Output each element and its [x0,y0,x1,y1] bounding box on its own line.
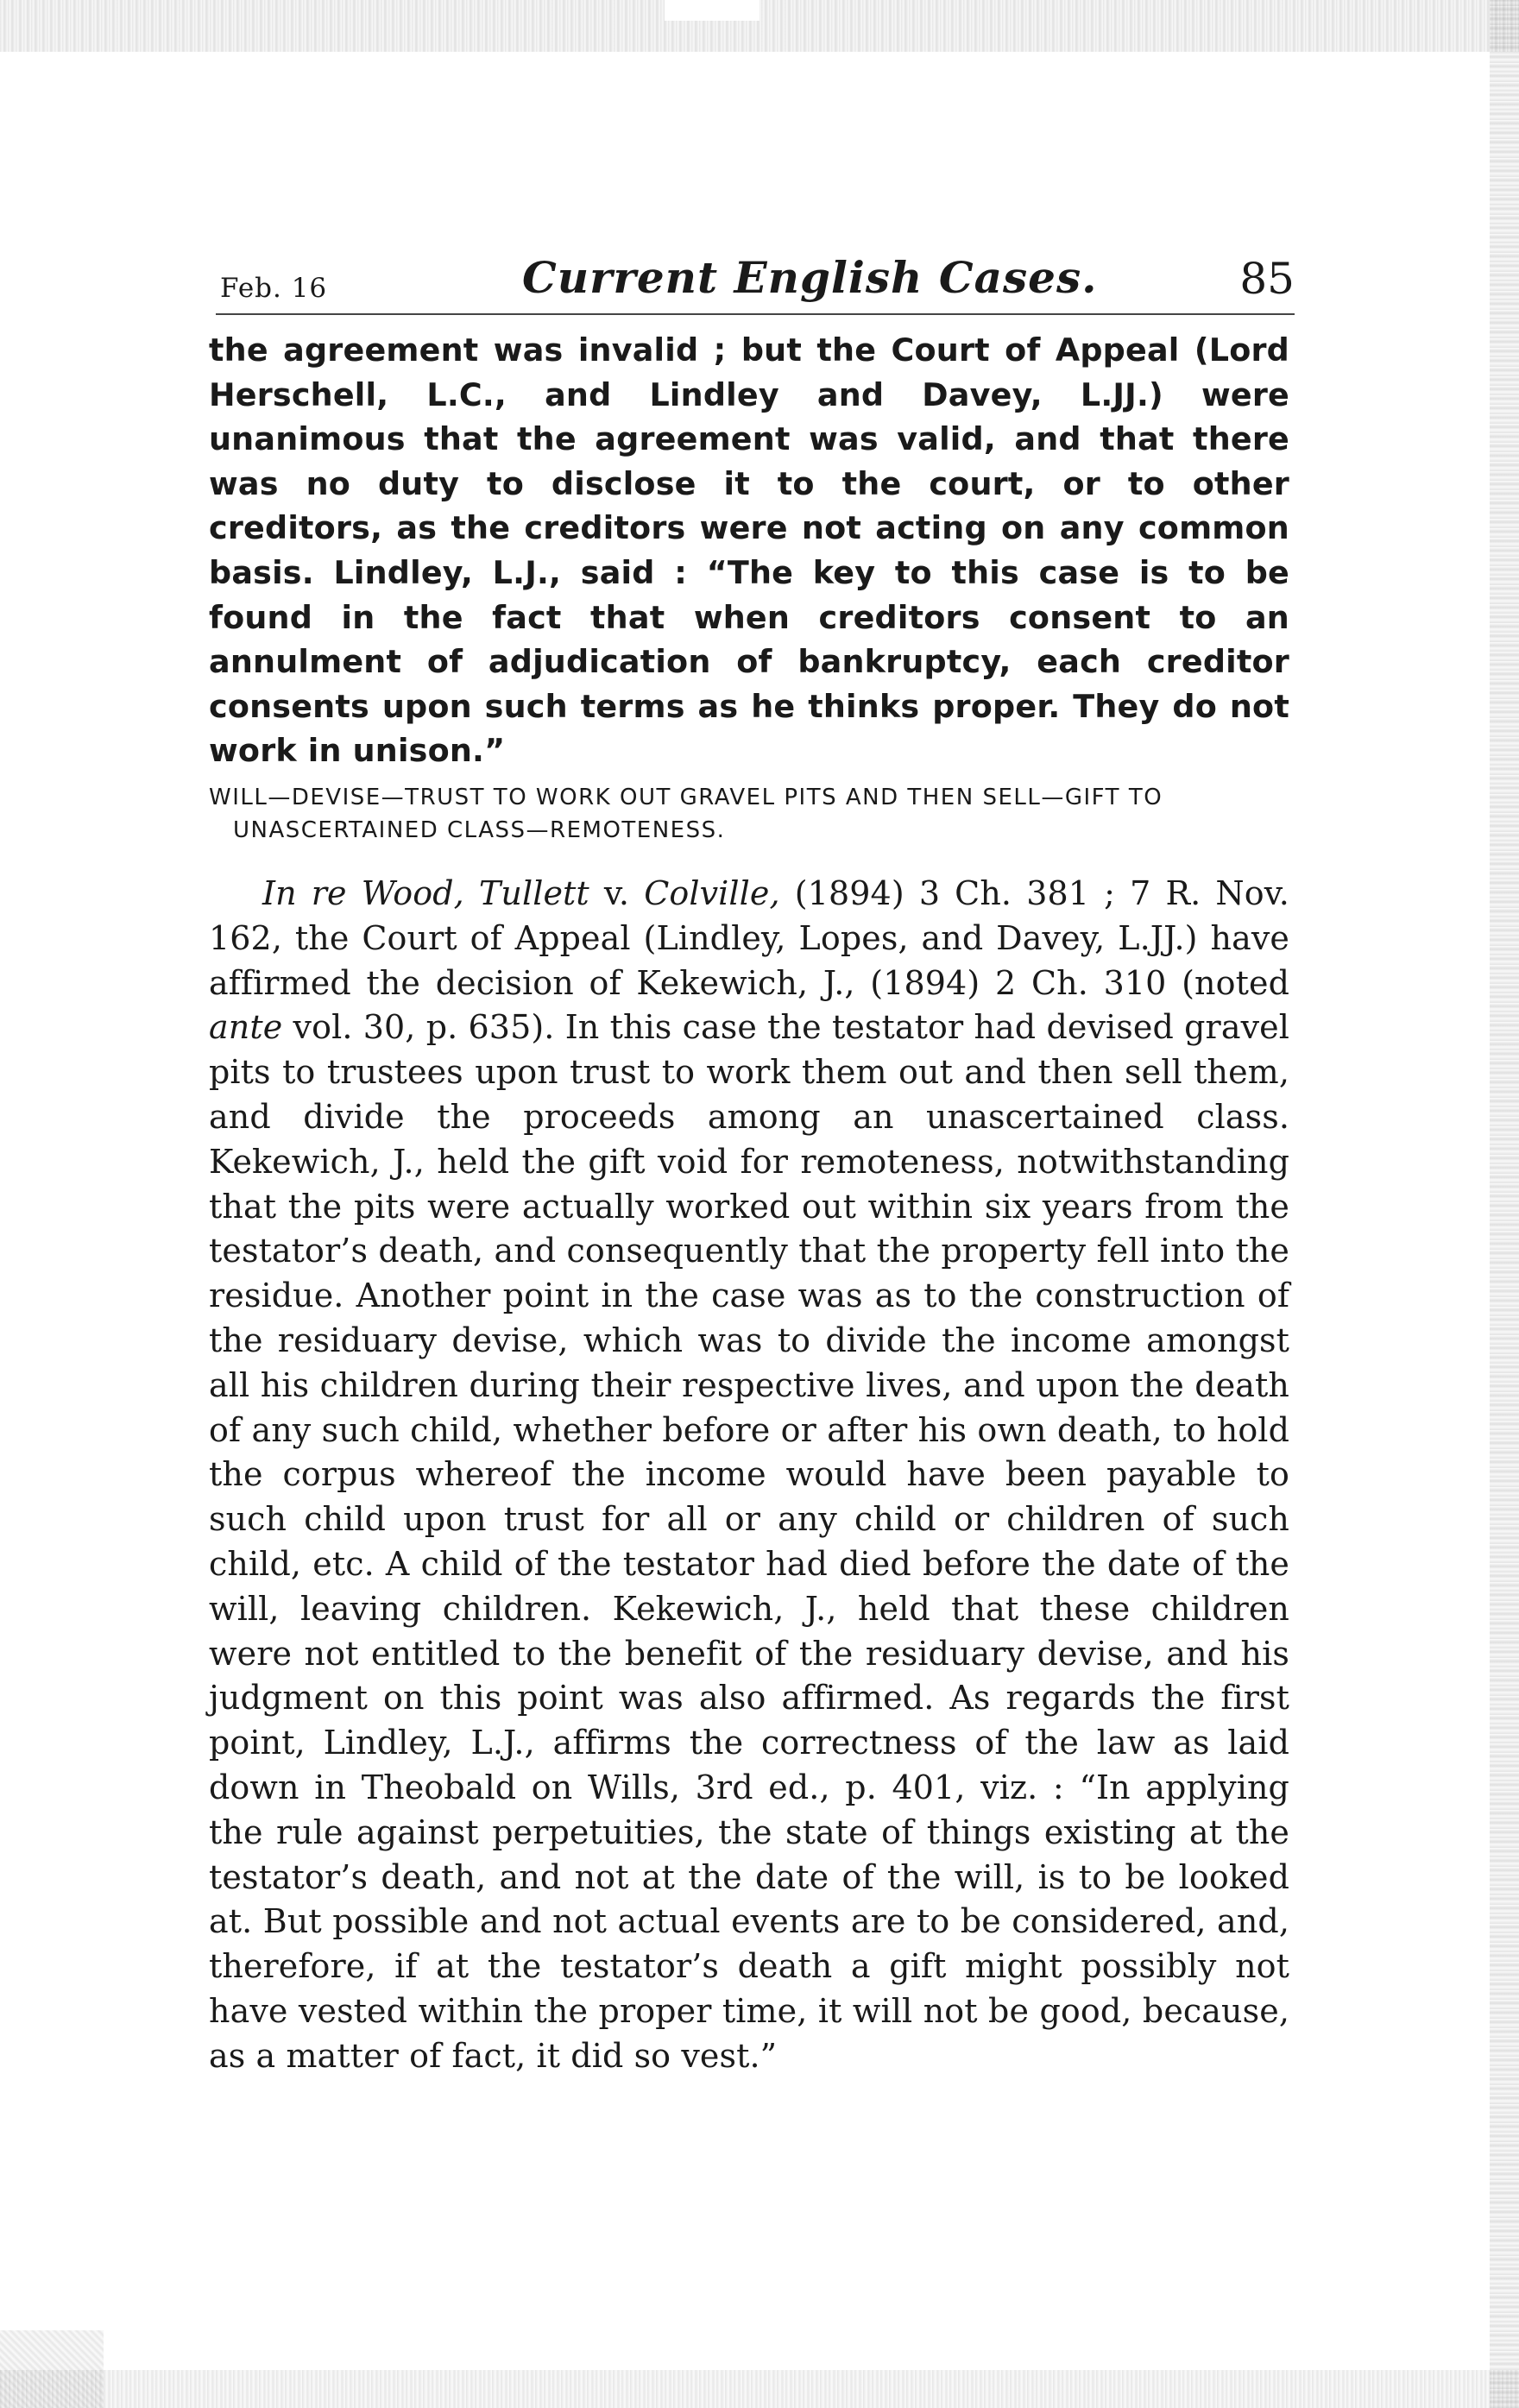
running-head [220,252,1295,312]
case-party: Colville, [644,874,780,912]
running-head-date: Feb. 16 [220,273,328,304]
section-heading-line-2: UNASCERTAINED CLASS—REMOTENESS. [233,817,726,843]
case-body-part-2: vol. 30, p. 635). In this case the testator had devised gravel pits to trustees upon trust to work them out and then sell them, and divide the proceeds among an unascertained class. Kekewich, J., held the gift void for remoteness, notwithstanding that the pits were actually worked out within six years from the testator’s death, and consequently that the property fell into the residue. Another point in the case was as to the construction of the residuary devise, which was to divide the income amongst all his children during their respective lives, and upon the death of any such child, whether before or after his own death, to hold the corpus whereof the income would have been payable to such child upon trust for all or any child or children of such child, etc. A child of the testator had died before the date of the will, leaving children. Kekewich, J., held that these children were not entitled to the benefit of the residuary devise, and his judgment on this point was also affirmed. As regards the first point, Lindley, L.J., affirms the correctness of the law as laid down in Theobald on Wills, 3rd ed., p. 401, viz. : “In applying the rule against perpetuities, the state of things existing at the testator’s death, and not at the date of the will, is to be looked at. But possible and not actual events are to be considered, and, therefore, if at the testator’s death a gift might possibly not have vested within the proper time, it will not be good, because, as a matter of fact, it did so vest.” [209,1008,1289,2075]
scan-edge-right [1490,0,1519,2408]
scan-edge-corner [0,2330,104,2408]
scan-edge-top [0,0,1519,52]
case-versus: v. [589,874,645,912]
case-paragraph [209,872,1289,2079]
scan-edge-notch [665,0,760,21]
section-heading [209,781,1289,847]
ante-word: ante [209,1008,283,1047]
running-head-title: Current English Cases. [522,252,1098,303]
page-number: 85 [1239,254,1295,304]
section-heading-line-1: WILL—DEVISE—TRUST TO WORK OUT GRAVEL PITS AND THEN SELL—GIFT TO [209,785,1163,810]
case-name: In re Wood, Tullett [262,874,589,912]
header-rule [216,313,1295,315]
scan-edge-bottom [0,2370,1519,2408]
paragraph-continued: the agreement was invalid ; but the Court of Appeal (Lord Herschell, L.C., and Lindley and Davey, L.JJ.) were unanimous that the agreement was valid, and that there was no duty to disclose it to the court, or to other creditors, as the creditors were not acting on any common basis. Lindley, L.J., said : “The key to this case is to be found in the fact that when creditors consent to an annulment of adjudication of bankruptcy, each creditor consents upon such terms as he thinks proper. They do not work in unison.” [209,331,1289,770]
case-body-part-1: (1894) 3 Ch. 381 ; 7 R. Nov. 162, the Court of Appeal (Lindley, Lopes, and Davey, L.JJ.) have affirmed the decision of Kekewich, J., (1894) 2 Ch. 310 (noted [209,874,1289,1002]
